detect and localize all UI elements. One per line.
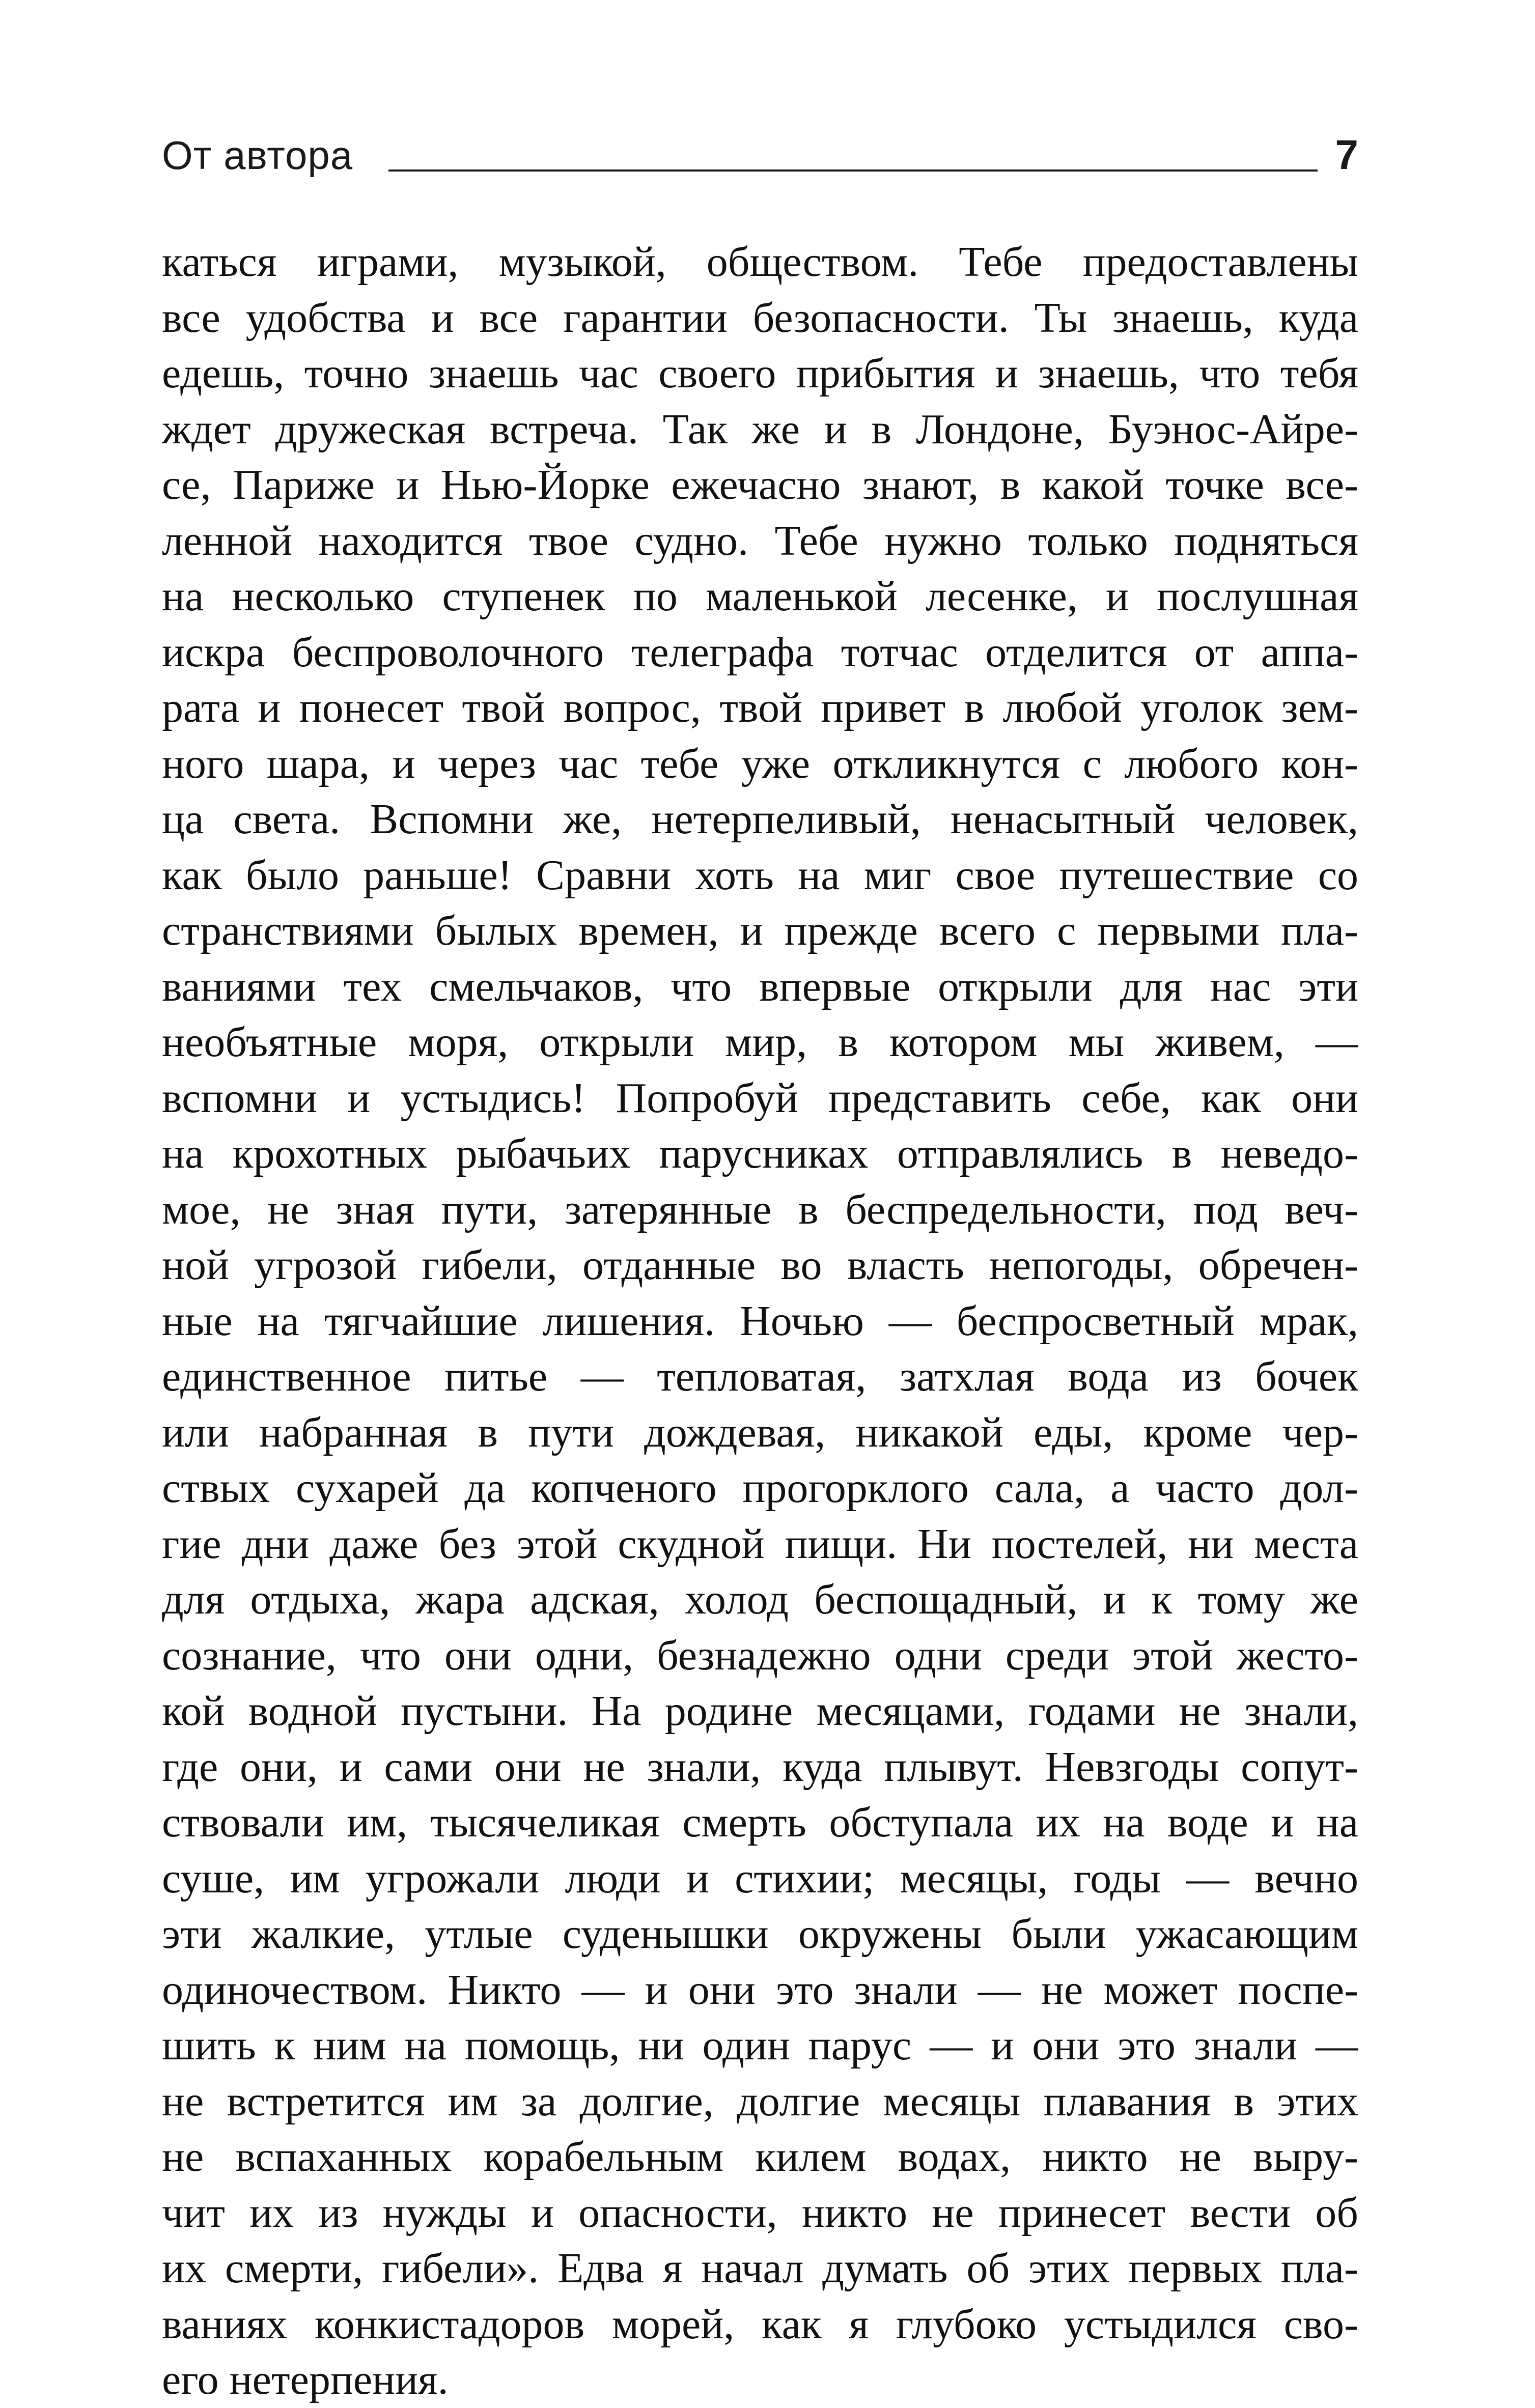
text-line: рата и понесет твой вопрос, твой привет в любой уголок зем- <box>162 684 1358 731</box>
text-line: гие дни даже без этой скудной пищи. Ни постелей, ни места <box>162 1520 1358 1568</box>
text-line: шить к ним на помощь, ни один парус — и они это знали — <box>162 2022 1358 2069</box>
text-line: ного шара, и через час тебе уже откликнутся с любого кон- <box>162 740 1358 787</box>
text-line: как было раньше! Сравни хоть на миг свое путешествие со <box>162 851 1358 899</box>
text-line: ваниями тех смельчаков, что впервые открыли для нас эти <box>162 962 1358 1010</box>
text-line: его нетерпения. <box>162 2356 449 2403</box>
text-line: искра беспроволочного телеграфа тотчас отделится от аппа- <box>162 628 1358 676</box>
running-head <box>162 130 1358 186</box>
text-line: или набранная в пути дождевая, никакой еды, кроме чер- <box>162 1408 1358 1456</box>
text-line: ленной находится твое судно. Тебе нужно только подняться <box>162 517 1358 564</box>
text-line: ной угрозой гибели, отданные во власть непогоды, обречен- <box>162 1241 1358 1289</box>
text-line: суше, им угрожали люди и стихии; месяцы, годы — вечно <box>162 1854 1358 1902</box>
text-line: се, Париже и Нью-Йорке ежечасно знают, в какой точке все- <box>162 461 1358 508</box>
text-line: едешь, точно знаешь час своего прибытия и знаешь, что тебя <box>162 350 1358 397</box>
text-line: ствовали им, тысячеликая смерть обступала их на воде и на <box>162 1799 1358 1846</box>
text-line: необъятные моря, открыли мир, в котором мы живем, — <box>162 1018 1358 1066</box>
text-line: их смерти, гибели». Едва я начал думать об этих первых пла- <box>162 2245 1358 2292</box>
text-line: ждет дружеская встреча. Так же и в Лондоне, Буэнос-Айре- <box>162 405 1358 453</box>
text-line: на крохотных рыбачьих парусниках отправлялись в неведо- <box>162 1130 1358 1177</box>
text-line: где они, и сами они не знали, куда плывут. Невзгоды сопут- <box>162 1743 1358 1791</box>
text-line: для отдыха, жара адская, холод беспощадный, и к тому же <box>162 1576 1358 1623</box>
text-line: не вспаханных корабельным килем водах, никто не выру- <box>162 2133 1358 2180</box>
text-line: ствых сухарей да копченого прогорклого сала, а часто дол- <box>162 1464 1358 1512</box>
text-line: на несколько ступенек по маленькой лесенке, и послушная <box>162 573 1358 620</box>
text-line: странствиями былых времен, и прежде всего с первыми пла- <box>162 907 1358 954</box>
text-line: ца света. Вспомни же, нетерпеливый, ненасытный человек, <box>162 796 1358 843</box>
text-line: ваниях конкистадоров морей, как я глубоко устыдился сво- <box>162 2300 1358 2348</box>
running-title: От автора <box>162 133 353 178</box>
text-line: чит их из нужды и опасности, никто не принесет вести об <box>162 2189 1358 2236</box>
text-line: каться играми, музыкой, обществом. Тебе предоставлены <box>162 238 1358 286</box>
text-line: мое, не зная пути, затерянные в беспредельности, под веч- <box>162 1185 1358 1233</box>
text-line: сознание, что они одни, безнадежно одни среди этой жесто- <box>162 1631 1358 1679</box>
text-line: ные на тягчайшие лишения. Ночью — беспросветный мрак, <box>162 1297 1358 1345</box>
header-rule <box>388 169 1318 172</box>
body-text <box>162 234 1358 2408</box>
text-line: одиночеством. Никто — и они это знали — не может поспе- <box>162 1966 1358 2014</box>
text-line: эти жалкие, утлые суденышки окружены были ужасающим <box>162 1910 1358 1958</box>
text-line: все удобства и все гарантии безопасности. Ты знаешь, куда <box>162 294 1358 342</box>
text-line: не встретится им за долгие, долгие месяцы плавания в этих <box>162 2077 1358 2125</box>
text-line: единственное питье — тепловатая, затхлая вода из бочек <box>162 1353 1358 1400</box>
text-line: вспомни и устыдись! Попробуй представить себе, как они <box>162 1074 1358 1122</box>
text-line: кой водной пустыни. На родине месяцами, годами не знали, <box>162 1687 1358 1735</box>
page-number: 7 <box>1335 132 1358 178</box>
